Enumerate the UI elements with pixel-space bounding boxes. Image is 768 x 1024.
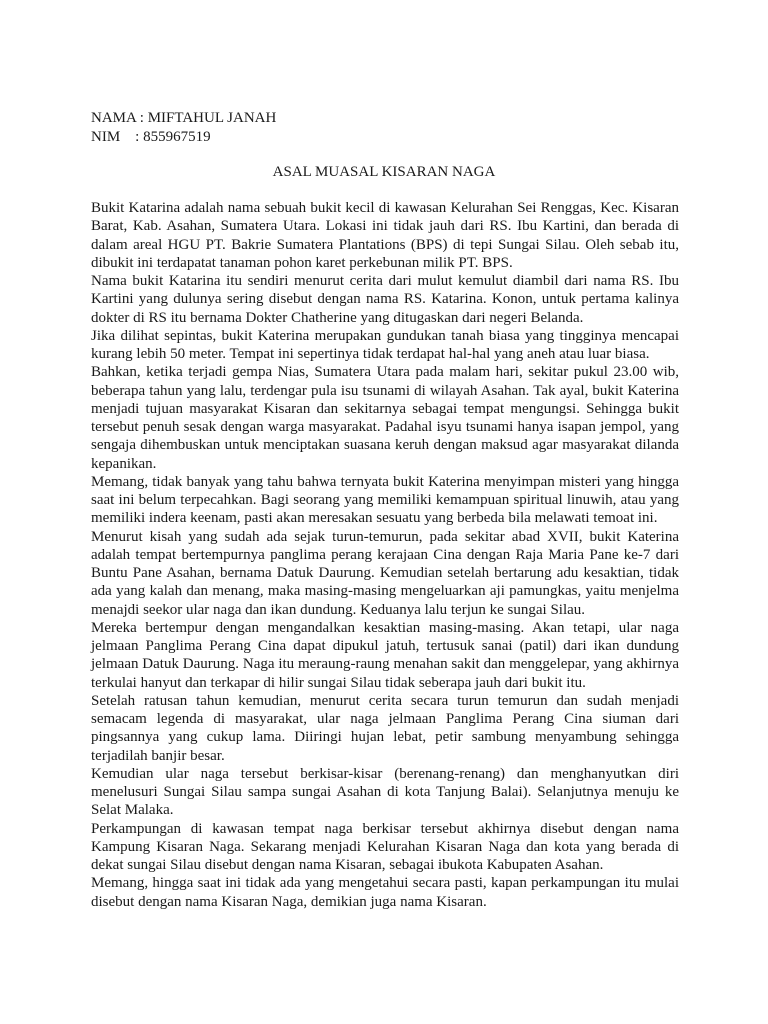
name-row xyxy=(91,109,276,128)
paragraph: Menurut kisah yang sudah ada sejak turun-temurun, pada sekitar abad XVII, bukit Katerina adalah tempat bertempurnya panglima perang kerajaan Cina dengan Raja Maria Pane ke-7 dari Buntu Pane Asahan, bernama Datuk Daurung. Kemudian setelah bertarung adu kesaktian, tidak ada yang kalah dan menang, maka masing-masing mengeluarkan aji pamungkas, yaitu menjelma menajdi seekor ular naga dan ikan dundung. Keduanya lalu terjun ke sungai Silau. xyxy=(91,528,679,618)
paragraph: Kemudian ular naga tersebut berkisar-kisar (berenang-renang) dan menghanyutkan diri menelusuri Sungai Silau sampa sungai Asahan di kota Tanjung Balai). Selanjutnya menuju ke Selat Malaka. xyxy=(91,765,679,819)
student-info xyxy=(91,109,276,147)
paragraph: Bukit Katarina adalah nama sebuah bukit kecil di kawasan Kelurahan Sei Renggas, Kec. Kisaran Barat, Kab. Asahan, Sumatera Utara. Lokasi ini tidak jauh dari RS. Ibu Kartini, dan berada di dalam areal HGU PT. Bakrie Sumatera Plantations (BPS) di tepi Sungai Silau. Oleh sebab itu, dibukit ini terdapatat tanaman pohon karet perkebunan milik PT. BPS. xyxy=(91,200,679,271)
paragraph: Perkampungan di kawasan tempat naga berkisar tersebut akhirnya disebut dengan nama Kampung Kisaran Naga. Sekarang menjadi Kelurahan Kisaran Naga dan kota yang berada di dekat sungai Silau disebut dengan nama Kisaran, sebagai ibukota Kabupaten Asahan. xyxy=(91,820,679,873)
nim-value: 855967519 xyxy=(143,129,211,145)
paragraph: Memang, hingga saat ini tidak ada yang mengetahui secara pasti, kapan perkampungan itu mulai disebut dengan nama Kisaran Naga, demikian juga nama Kisaran. xyxy=(91,875,679,910)
paragraph: Bahkan, ketika terjadi gempa Nias, Sumatera Utara pada malam hari, sekitar pukul 23.00 wib, beberapa tahun yang lalu, terdengar pula isu tsunami di wilayah Asahan. Tak ayal, bukit Katerina menjadi tujuan masyarakat Kisaran dan sekitarnya sebagai tempat mengungsi. Sehingga bukit tersebut penuh sesak dengan warga masyarakat. Padahal isyu tsunami hanya isapan jempol, yang sengaja dihembuskan untuk menciptakan suasana keruh dengan maksud agar masyarakat dilanda kepanikan. xyxy=(91,364,679,472)
paragraph: Setelah ratusan tahun kemudian, menurut cerita secara turun temurun dan sudah menjadi semacam legenda di masyarakat, ular naga jelmaan Panglima Perang Cina siuman dari pingsannya yang cukup lama. Diiringi hujan lebat, petir sambung menyambung sehingga terjadilah banjir besar. xyxy=(91,692,679,764)
paragraph: Jika dilihat sepintas, bukit Katerina merupakan gundukan tanah biasa yang tingginya mencapai kurang lebih 50 meter. Tempat ini sepertinya tidak terdapat hal-hal yang aneh atau luar biasa. xyxy=(91,327,679,362)
paragraph: Nama bukit Katarina itu sendiri menurut cerita dari mulut kemulut diambil dari nama RS. Ibu Kartini yang dulunya sering disebut dengan nama RS. Katarina. Konon, untuk pertama kalinya dokter di RS itu bernama Dokter Chatherine yang ditugaskan dari negeri Belanda. xyxy=(91,273,679,326)
paragraph: Mereka bertempur dengan mengandalkan kesaktian masing-masing. Akan tetapi, ular naga jelmaan Panglima Perang Cina dapat dipukul jatuh, tertusuk sanai (patil) dari ikan dundung jelmaan Datuk Daurung. Naga itu meraung-raung menahan sakit dan menggelepar, yang akhirnya terkulai hanyut dan terkapar di hilir sungai Silau tidak seberapa jauh dari bukit itu. xyxy=(91,619,679,691)
nim-label: NIM : xyxy=(91,129,144,145)
name-label: NAMA : xyxy=(91,110,148,126)
name-value: MIFTAHUL JANAH xyxy=(147,110,277,126)
paragraph: Memang, tidak banyak yang tahu bahwa ternyata bukit Katerina menyimpan misteri yang hingga saat ini belum terpecahkan. Bagi seorang yang memiliki kemampuan spiritual linuwih, atau yang memiliki indera keenam, pasti akan meresakan sesuatu yang berbeda bila melawati temoat ini. xyxy=(91,473,679,527)
document-body xyxy=(91,199,679,911)
nim-row xyxy=(91,128,276,147)
document-title: ASAL MUASAL KISARAN NAGA xyxy=(272,164,496,180)
